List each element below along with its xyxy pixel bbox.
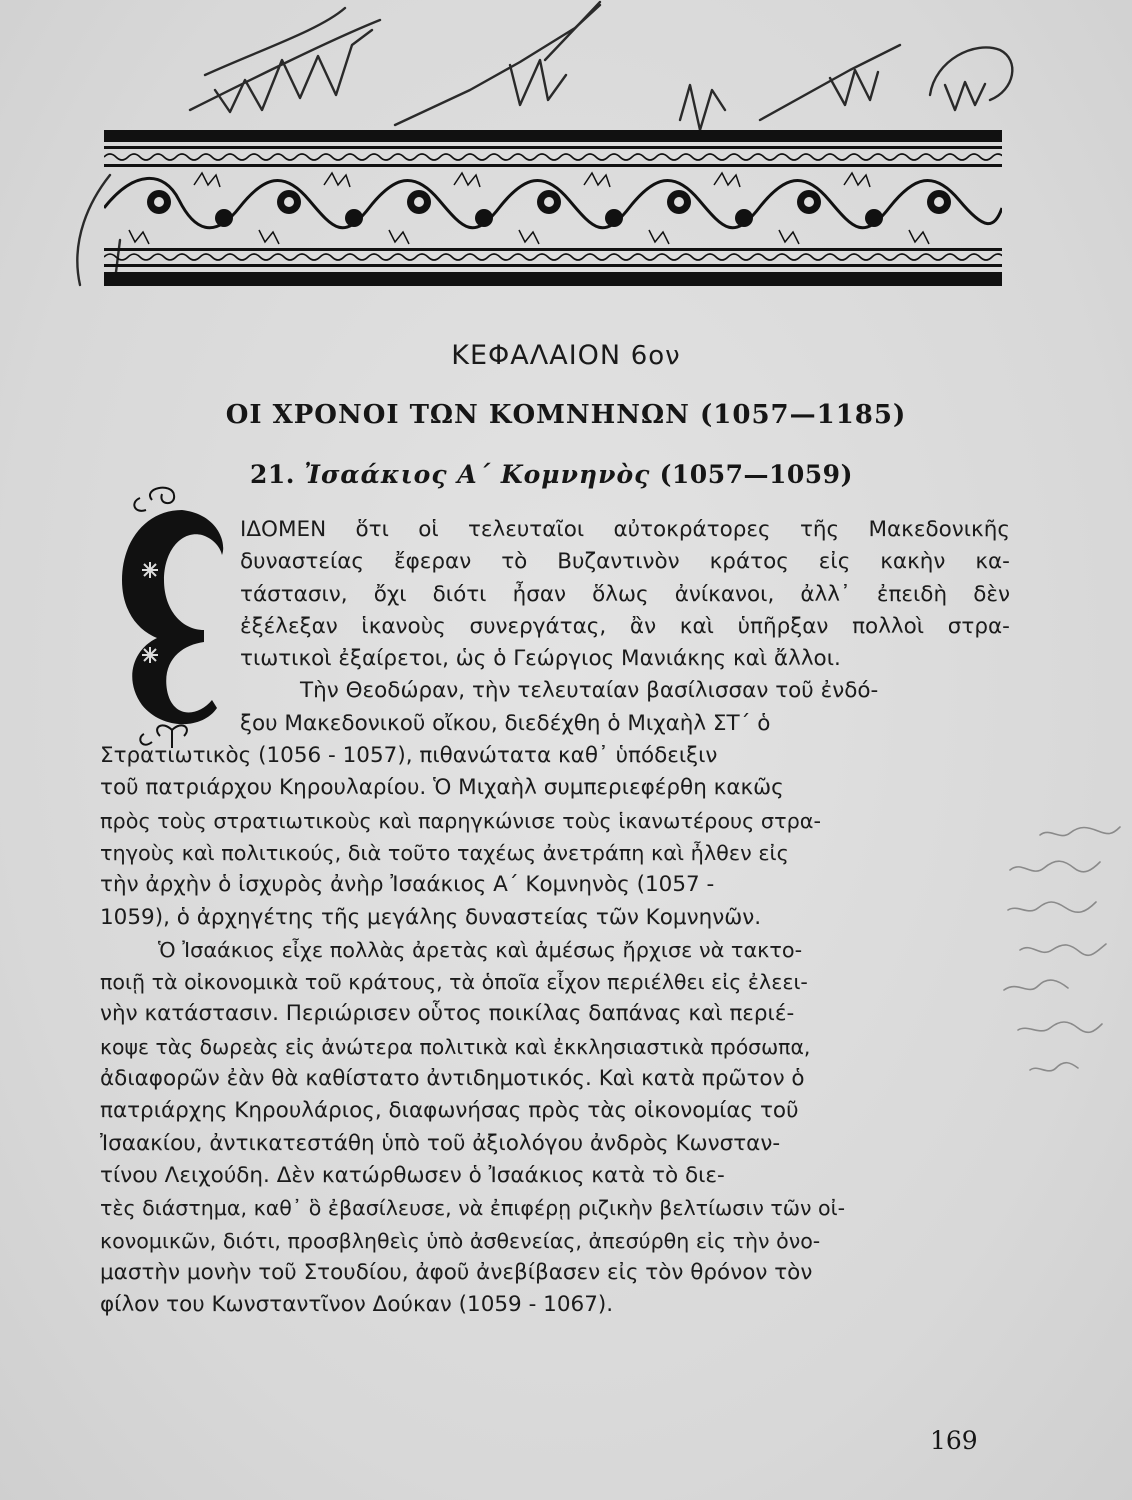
text-line: Ἰσαακίου, ἀντικατεστάθη ὑπὸ τοῦ ἀξιολόγου ἀνδρὸς Κωνσταν- [100,1130,781,1156]
section-title [250,460,950,489]
section-name: Ἰσαάκιος Α΄ Κομνηνὸς [304,460,651,489]
text-line: ξου Μακεδονικοῦ οἴκου, διεδέχθη ὁ Μιχαὴλ ΣΤ΄ ὁ [240,710,771,736]
text-line: ἐξέλεξαν ἱκανοὺς συνεργάτας, ἂν καὶ ὑπῆρξαν πολλοὶ στρα- [240,613,1010,639]
text-line: ΙΔΟΜΕΝ ὅτι οἱ τελευταῖοι αὐτοκράτορες τῆς Μακεδονικῆς [240,517,1010,542]
chapter-title: ΟΙ ΧΡΟΝΟΙ ΤΩΝ ΚΟΜΝΗΝΩΝ (1057—1185) [225,400,907,430]
text-line: τηγοὺς καὶ πολιτικούς, διὰ τοῦτο ταχέως ἀνετράπη καὶ ἦλθεν εἰς [100,840,789,865]
text-line: τιωτικοὶ ἐξαίρετοι, ὡς ὁ Γεώργιος Μανιάκης καὶ ἄλλοι. [240,646,841,672]
margin-scribbles [1000,800,1132,1100]
chapter-number: 6ον [630,341,681,371]
text-line: τίνου Λειχούδη. Δὲν κατώρθωσεν ὁ Ἰσαάκιος κατὰ τὸ διε- [100,1162,725,1188]
chapter-label [0,340,1132,371]
section-years: (1057—1059) [659,460,853,489]
text-line: Τὴν Θεοδώραν, τὴν τελευταίαν βασίλισσαν τοῦ ἐνδό- [300,678,879,704]
text-line: ποιῇ τὰ οἰκονομικὰ τοῦ κράτους, τὰ ὁποῖα εἶχον περιέλθει εἰς ἐλεει- [100,970,808,995]
chapter-word: ΚΕΦΑΛΑΙΟΝ [451,340,622,371]
text-line: μαστὴν μονὴν τοῦ Στουδίου, ἀφοῦ ἀνεβίβασεν εἰς τὸν θρόνον τὸν [100,1259,813,1285]
text-line: τάστασιν, ὄχι διότι ἦσαν ὅλως ἀνίκανοι, ἀλλ᾽ ἐπειδὴ δὲν [240,581,1010,607]
body-text [100,514,1010,1321]
text-line: πρὸς τοὺς στρατιωτικοὺς καὶ παρηγκώνισε τοὺς ἱκανωτέρους στρα- [100,808,822,833]
text-line: τοῦ πατριάρχου Κηρουλαρίου. Ὁ Μιχαὴλ συμπεριεφέρθη κακῶς [100,775,784,801]
text-line: ἀδιαφορῶν ἐὰν θὰ καθίστατο ἀντιδημοτικός. Καὶ κατὰ πρῶτον ὁ [100,1066,805,1092]
section-number: 21. [250,460,295,489]
page-number: 169 [930,1426,978,1455]
text-line: κονομικῶν, διότι, προσβληθεὶς ὑπὸ ἀσθενείας, ἀπεσύρθη εἰς τὴν ὀνο- [100,1228,821,1253]
text-line: φίλον του Κωνσταντῖνον Δούκαν (1059 - 1067). [100,1292,614,1318]
text-line: τὴν ἀρχὴν ὁ ἰσχυρὸς ἀνὴρ Ἰσαάκιος Α΄ Κομνηνὸς (1057 - [100,872,715,898]
text-line: Στρατιωτικὸς (1056 - 1057), πιθανώτατα καθ᾽ ὑπόδειξιν [100,743,718,769]
text-line: νὴν κατάστασιν. Περιώρισεν οὗτος ποικίλας δαπάνας καὶ περιέ- [100,1001,795,1027]
text-line: τὲς διάστημα, καθ᾽ ὃ ἐβασίλευσε, νὰ ἐπιφέρῃ ριζικὴν βελτίωσιν τῶν οἰ- [100,1196,846,1221]
text-line: δυναστείας ἔφεραν τὸ Βυζαντινὸν κράτος εἰς κακὴν κα- [240,549,1010,575]
ornamental-border [104,130,1002,288]
text-line: 1059), ὁ ἀρχηγέτης τῆς μεγάλης δυναστείας τῶν Κομνηνῶν. [100,904,762,930]
text-line: πατριάρχης Κηρουλάριος, διαφωνήσας πρὸς τὰς οἰκονομίας τοῦ [100,1098,799,1124]
text-line: Ὁ Ἰσαάκιος εἶχε πολλὰς ἀρετὰς καὶ ἀμέσως ἤρχισε νὰ τακτο- [158,937,803,962]
text-line: κοψε τὰς δωρεὰς εἰς ἀνώτερα πολιτικὰ καὶ ἐκκλησιαστικὰ πρόσωπα, [100,1034,811,1059]
